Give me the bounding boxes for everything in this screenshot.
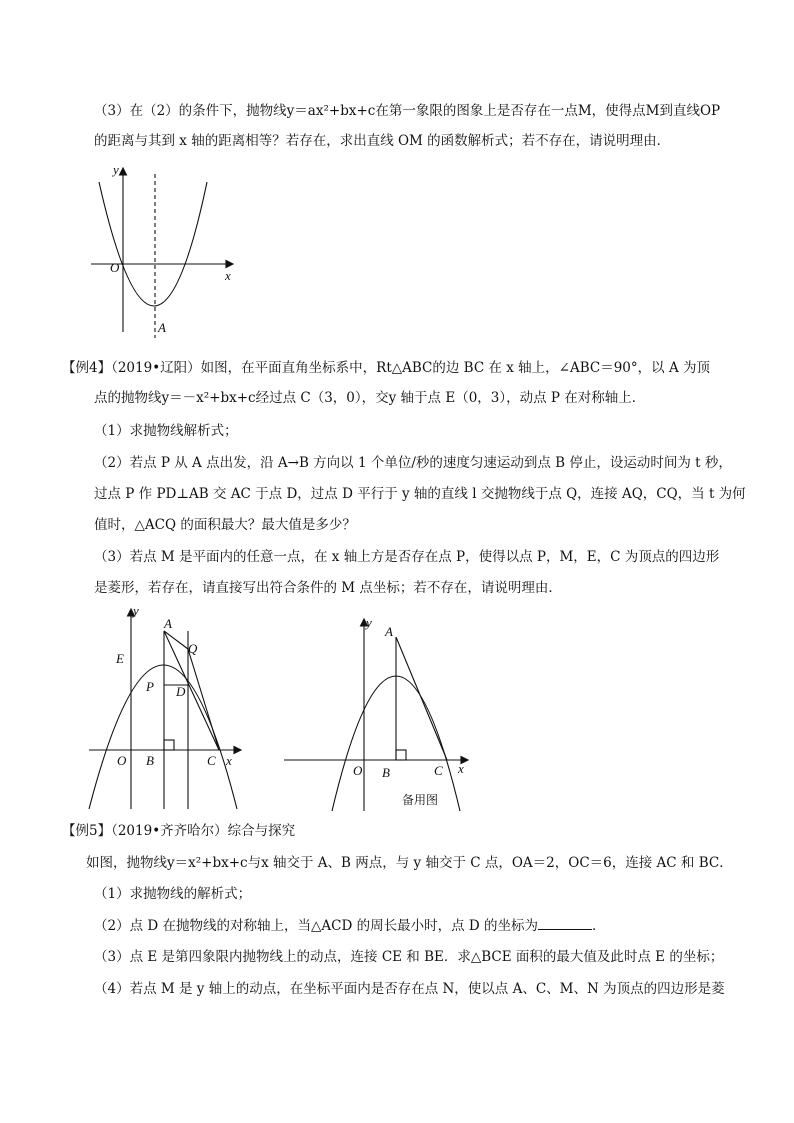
figure-1 <box>85 160 245 340</box>
figure-2 <box>85 603 255 813</box>
fig2-label-e: E <box>116 651 124 666</box>
fig3-label-b: B <box>382 765 390 780</box>
fig1-label-x: x <box>225 268 231 283</box>
right-angle-mark <box>396 750 406 760</box>
ex4-q3b: 是菱形，若存在，请直接写出符合条件的 M 点坐标；若不存在，请说明理由． <box>94 580 562 596</box>
fig3-label-x: x <box>458 761 464 776</box>
fig3-label-y: y <box>366 615 372 630</box>
ex5-line2: 如图，抛物线y＝x²+bx+c与x 轴交于 A、B 两点，与 y 轴交于 C 点，OA＝2，OC＝6，连接 AC 和 BC． <box>86 855 733 871</box>
ex4-q3a: （3）若点 M 是平面内的任意一点，在 x 轴上方是否存在点 P，使得以点 P，M，E，C 为顶点的四边形 <box>94 549 720 565</box>
segment-qc <box>188 649 219 750</box>
fig3-label-a: A <box>385 624 393 639</box>
ex4-q2c: 值时，△ACQ 的面积最大？最大值是多少？ <box>94 517 356 533</box>
answer-blank <box>538 917 592 930</box>
fig1-label-a: A <box>158 320 166 335</box>
fig2-label-c: C <box>207 753 216 768</box>
ex5-q1: （1）求抛物线的解析式； <box>94 886 252 902</box>
fig2-label-o: O <box>117 753 127 768</box>
ex4-q2b: 过点 P 作 PD⊥AB 交 AC 于点 D，过点 D 平行于 y 轴的直线 l 交抛物线于点 Q，连接 AQ，CQ，当 t 为何 <box>94 486 746 502</box>
fig2-label-d: D <box>176 684 186 699</box>
fig2-label-p: P <box>146 679 154 694</box>
fig2-label-x: x <box>226 753 232 768</box>
parabola <box>99 182 207 306</box>
ex4-q2a: （2）若点 P 从 A 点出发，沿 A→B 方向以 1 个单位/秒的速度匀速运动到点 B 停止，设运动时间为 t 秒， <box>94 455 732 471</box>
fig3-label-o: O <box>353 763 363 778</box>
p3-line2: 的距离与其到 x 轴的距离相等？若存在，求出直线 OM 的函数解析式；若不存在，请说明理由． <box>94 133 671 149</box>
fig2-label-b: B <box>146 753 154 768</box>
ex5-line1: 【例5】（2019•齐齐哈尔）综合与探究 <box>62 823 296 839</box>
ex5-q2-line <box>94 917 605 935</box>
x-axis-arrow <box>226 261 233 268</box>
fig3-caption: 备用图 <box>402 793 439 807</box>
ex5-q4: （4）若点 M 是 y 轴上的动点，在坐标平面内是否存在点 N，使以点 A、C、M、N 为顶点的四边形是菱 <box>94 981 725 997</box>
segment-ac <box>396 637 447 760</box>
ex5-q2: （2）点 D 在抛物线的对称轴上，当△ACD 的周长最小时，点 D 的坐标为 <box>94 918 538 934</box>
right-angle-mark <box>164 740 174 750</box>
fig1-label-o: O <box>110 260 120 275</box>
ex4-line2: 点的抛物线y＝－x²+bx+c经过点 C（3，0），交y 轴于点 E（0，3），动点 P 在对称轴上． <box>94 390 646 406</box>
x-axis-arrow <box>234 747 241 754</box>
figure-3 <box>280 603 480 818</box>
ex5-q3: （3）点 E 是第四象限内抛物线上的动点，连接 CE 和 BE．求△BCE 面积的最大值及此时点 E 的坐标； <box>94 949 724 965</box>
ex5-q2-end: ． <box>591 918 606 934</box>
fig2-label-y: y <box>133 603 139 618</box>
fig2-label-a: A <box>164 616 172 631</box>
ex4-line1: 【例4】（2019•辽阳）如图，在平面直角坐标系中，Rt△ABC的边 BC 在 x 轴上，∠ABC＝90°，以 A 为顶 <box>62 360 710 376</box>
ex4-q1: （1）求抛物线解析式； <box>94 423 238 439</box>
fig1-label-y: y <box>113 162 119 177</box>
fig2-label-q: Q <box>188 641 198 656</box>
fig3-label-c: C <box>434 763 443 778</box>
p3-line1: （3）在（2）的条件下，抛物线y＝ax²+bx+c在第一象限的图象上是否存在一点M，使得点M到直线OP <box>94 103 721 119</box>
y-axis-arrow <box>120 168 127 175</box>
